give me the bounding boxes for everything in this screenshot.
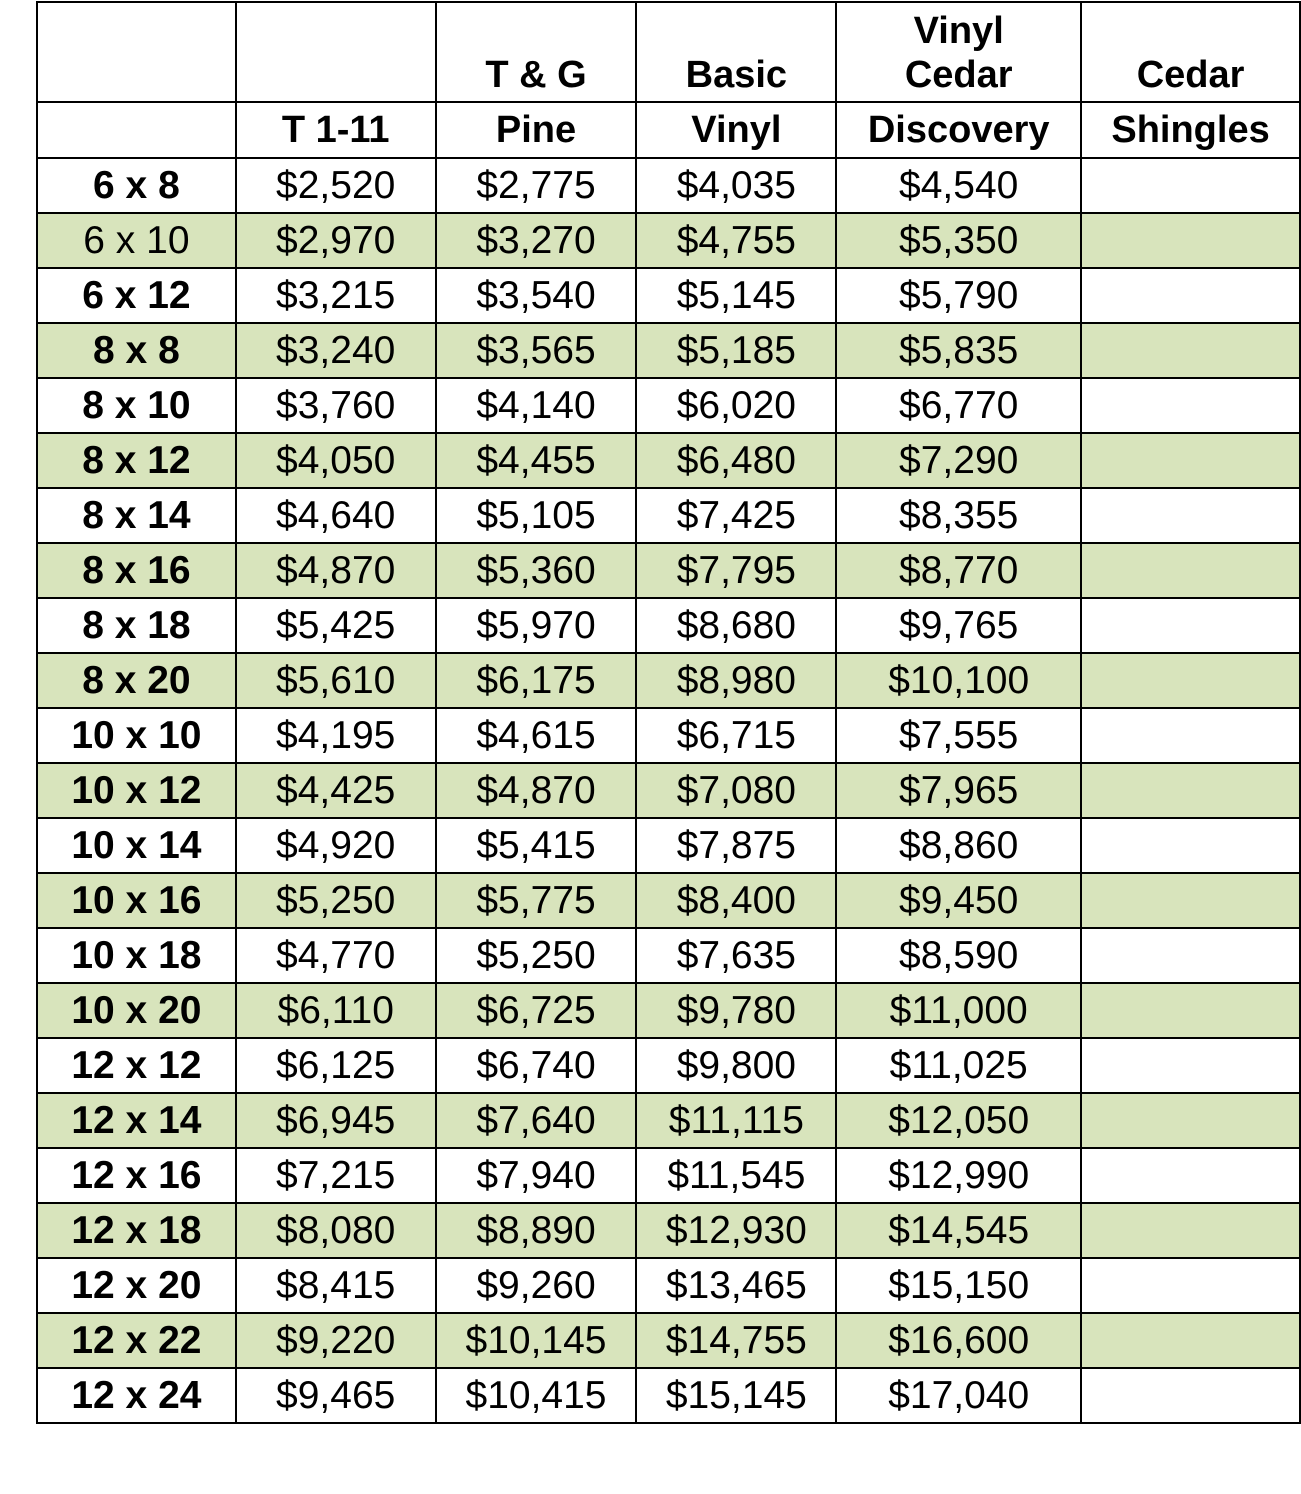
- t111-cell: $5,250: [236, 873, 436, 928]
- tg-pine-cell: $7,940: [436, 1148, 637, 1203]
- cedar-shingles-cell: [1081, 1313, 1300, 1368]
- basic-vinyl-cell: $4,035: [636, 158, 836, 213]
- header-top-vinyl-cedar-line: Vinyl: [913, 10, 1004, 52]
- size-cell: 10 x 20: [37, 983, 236, 1038]
- basic-vinyl-cell: $7,875: [636, 818, 836, 873]
- tg-pine-cell: $7,640: [436, 1093, 637, 1148]
- header-bottom-basic-vinyl: Vinyl: [636, 102, 836, 158]
- table-row: [37, 598, 1300, 653]
- tg-pine-cell: $5,105: [436, 488, 637, 543]
- size-cell: 10 x 12: [37, 763, 236, 818]
- cedar-shingles-cell: [1081, 268, 1300, 323]
- t111-cell: $3,240: [236, 323, 436, 378]
- header-bottom-vinyl-cedar: Discovery: [836, 102, 1081, 158]
- price-table-body: [37, 2, 1300, 1423]
- header-top-size: [37, 2, 236, 102]
- cedar-shingles-cell: [1081, 488, 1300, 543]
- table-row: [37, 378, 1300, 433]
- basic-vinyl-cell: $5,185: [636, 323, 836, 378]
- tg-pine-cell: $5,970: [436, 598, 637, 653]
- table-row: [37, 873, 1300, 928]
- vinyl-cedar-cell: $8,590: [836, 928, 1081, 983]
- t111-cell: $7,215: [236, 1148, 436, 1203]
- vinyl-cedar-cell: $5,350: [836, 213, 1081, 268]
- size-cell: 6 x 8: [37, 158, 236, 213]
- vinyl-cedar-cell: $9,450: [836, 873, 1081, 928]
- size-cell: 12 x 24: [37, 1368, 236, 1423]
- t111-cell: $4,640: [236, 488, 436, 543]
- vinyl-cedar-cell: $5,790: [836, 268, 1081, 323]
- basic-vinyl-cell: $8,980: [636, 653, 836, 708]
- size-cell: 12 x 16: [37, 1148, 236, 1203]
- vinyl-cedar-cell: $11,025: [836, 1038, 1081, 1093]
- cedar-shingles-cell: [1081, 928, 1300, 983]
- table-row: [37, 1038, 1300, 1093]
- size-cell: 10 x 18: [37, 928, 236, 983]
- vinyl-cedar-cell: $10,100: [836, 653, 1081, 708]
- basic-vinyl-cell: $13,465: [636, 1258, 836, 1313]
- size-cell: 10 x 16: [37, 873, 236, 928]
- t111-cell: $4,050: [236, 433, 436, 488]
- basic-vinyl-cell: $8,680: [636, 598, 836, 653]
- tg-pine-cell: $3,565: [436, 323, 637, 378]
- table-row: [37, 708, 1300, 763]
- basic-vinyl-cell: $7,635: [636, 928, 836, 983]
- vinyl-cedar-cell: $7,290: [836, 433, 1081, 488]
- vinyl-cedar-cell: $12,990: [836, 1148, 1081, 1203]
- size-cell: 10 x 14: [37, 818, 236, 873]
- tg-pine-cell: $5,775: [436, 873, 637, 928]
- table-row: [37, 1093, 1300, 1148]
- t111-cell: $4,195: [236, 708, 436, 763]
- basic-vinyl-cell: $8,400: [636, 873, 836, 928]
- tg-pine-cell: $9,260: [436, 1258, 637, 1313]
- t111-cell: $8,415: [236, 1258, 436, 1313]
- header-top-basic-vinyl: Basic: [636, 2, 836, 102]
- table-row: [37, 763, 1300, 818]
- cedar-shingles-cell: [1081, 378, 1300, 433]
- tg-pine-cell: $3,270: [436, 213, 637, 268]
- tg-pine-cell: $6,725: [436, 983, 637, 1038]
- t111-cell: $4,870: [236, 543, 436, 598]
- size-cell: 8 x 10: [37, 378, 236, 433]
- cedar-shingles-cell: [1081, 1258, 1300, 1313]
- basic-vinyl-cell: $11,115: [636, 1093, 836, 1148]
- cedar-shingles-cell: [1081, 213, 1300, 268]
- size-cell: 12 x 18: [37, 1203, 236, 1258]
- table-row: [37, 1148, 1300, 1203]
- size-cell: 6 x 12: [37, 268, 236, 323]
- price-table: [36, 1, 1301, 1424]
- cedar-shingles-cell: [1081, 763, 1300, 818]
- table-row: [37, 268, 1300, 323]
- header-top-vinyl-cedar: [836, 2, 1081, 102]
- header-bottom-tg-pine: Pine: [436, 102, 637, 158]
- vinyl-cedar-cell: $15,150: [836, 1258, 1081, 1313]
- tg-pine-cell: $4,455: [436, 433, 637, 488]
- size-cell: 8 x 18: [37, 598, 236, 653]
- size-cell: 12 x 20: [37, 1258, 236, 1313]
- t111-cell: $5,610: [236, 653, 436, 708]
- size-cell: 8 x 8: [37, 323, 236, 378]
- basic-vinyl-cell: $15,145: [636, 1368, 836, 1423]
- t111-cell: $4,425: [236, 763, 436, 818]
- basic-vinyl-cell: $14,755: [636, 1313, 836, 1368]
- basic-vinyl-cell: $5,145: [636, 268, 836, 323]
- table-row: [37, 323, 1300, 378]
- cedar-shingles-cell: [1081, 708, 1300, 763]
- size-cell: 8 x 20: [37, 653, 236, 708]
- size-cell: 8 x 16: [37, 543, 236, 598]
- tg-pine-cell: $2,775: [436, 158, 637, 213]
- basic-vinyl-cell: $7,080: [636, 763, 836, 818]
- size-cell: 10 x 10: [37, 708, 236, 763]
- cedar-shingles-cell: [1081, 543, 1300, 598]
- size-cell: 6 x 10: [37, 213, 236, 268]
- cedar-shingles-cell: [1081, 1148, 1300, 1203]
- t111-cell: $2,970: [236, 213, 436, 268]
- header-row-top: [37, 2, 1300, 102]
- vinyl-cedar-cell: $9,765: [836, 598, 1081, 653]
- cedar-shingles-cell: [1081, 433, 1300, 488]
- vinyl-cedar-cell: $4,540: [836, 158, 1081, 213]
- basic-vinyl-cell: $11,545: [636, 1148, 836, 1203]
- cedar-shingles-cell: [1081, 1203, 1300, 1258]
- header-bottom-cedar-shingles: Shingles: [1081, 102, 1300, 158]
- table-row: [37, 653, 1300, 708]
- vinyl-cedar-cell: $8,770: [836, 543, 1081, 598]
- table-row: [37, 1203, 1300, 1258]
- vinyl-cedar-cell: $14,545: [836, 1203, 1081, 1258]
- basic-vinyl-cell: $7,425: [636, 488, 836, 543]
- vinyl-cedar-cell: $8,355: [836, 488, 1081, 543]
- table-row: [37, 928, 1300, 983]
- tg-pine-cell: $5,360: [436, 543, 637, 598]
- basic-vinyl-cell: $6,715: [636, 708, 836, 763]
- vinyl-cedar-cell: $8,860: [836, 818, 1081, 873]
- table-row: [37, 488, 1300, 543]
- t111-cell: $5,425: [236, 598, 436, 653]
- tg-pine-cell: $4,140: [436, 378, 637, 433]
- cedar-shingles-cell: [1081, 983, 1300, 1038]
- table-row: [37, 433, 1300, 488]
- size-cell: 12 x 22: [37, 1313, 236, 1368]
- table-row: [37, 983, 1300, 1038]
- size-cell: 12 x 12: [37, 1038, 236, 1093]
- tg-pine-cell: $6,740: [436, 1038, 637, 1093]
- t111-cell: $3,215: [236, 268, 436, 323]
- vinyl-cedar-cell: $5,835: [836, 323, 1081, 378]
- t111-cell: $4,920: [236, 818, 436, 873]
- header-bottom-t111: T 1-11: [236, 102, 436, 158]
- t111-cell: $9,220: [236, 1313, 436, 1368]
- cedar-shingles-cell: [1081, 818, 1300, 873]
- basic-vinyl-cell: $9,780: [636, 983, 836, 1038]
- tg-pine-cell: $10,415: [436, 1368, 637, 1423]
- table-row: [37, 1258, 1300, 1313]
- vinyl-cedar-cell: $6,770: [836, 378, 1081, 433]
- cedar-shingles-cell: [1081, 653, 1300, 708]
- size-cell: 12 x 14: [37, 1093, 236, 1148]
- vinyl-cedar-cell: $17,040: [836, 1368, 1081, 1423]
- tg-pine-cell: $5,250: [436, 928, 637, 983]
- tg-pine-cell: $6,175: [436, 653, 637, 708]
- table-row: [37, 213, 1300, 268]
- cedar-shingles-cell: [1081, 158, 1300, 213]
- table-row: [37, 543, 1300, 598]
- vinyl-cedar-cell: $12,050: [836, 1093, 1081, 1148]
- header-top-cedar-shingles: Cedar: [1081, 2, 1300, 102]
- vinyl-cedar-cell: $16,600: [836, 1313, 1081, 1368]
- tg-pine-cell: $4,615: [436, 708, 637, 763]
- t111-cell: $6,125: [236, 1038, 436, 1093]
- t111-cell: $9,465: [236, 1368, 436, 1423]
- t111-cell: $6,110: [236, 983, 436, 1038]
- tg-pine-cell: $5,415: [436, 818, 637, 873]
- tg-pine-cell: $10,145: [436, 1313, 637, 1368]
- header-row-bottom: [37, 102, 1300, 158]
- basic-vinyl-cell: $9,800: [636, 1038, 836, 1093]
- header-bottom-size: [37, 102, 236, 158]
- tg-pine-cell: $4,870: [436, 763, 637, 818]
- tg-pine-cell: $3,540: [436, 268, 637, 323]
- basic-vinyl-cell: $7,795: [636, 543, 836, 598]
- tg-pine-cell: $8,890: [436, 1203, 637, 1258]
- cedar-shingles-cell: [1081, 1093, 1300, 1148]
- t111-cell: $4,770: [236, 928, 436, 983]
- header-top-vinyl-cedar-line: Cedar: [904, 54, 1013, 96]
- table-row: [37, 158, 1300, 213]
- cedar-shingles-cell: [1081, 323, 1300, 378]
- size-cell: 8 x 12: [37, 433, 236, 488]
- t111-cell: $2,520: [236, 158, 436, 213]
- table-row: [37, 1368, 1300, 1423]
- cedar-shingles-cell: [1081, 598, 1300, 653]
- cedar-shingles-cell: [1081, 873, 1300, 928]
- vinyl-cedar-cell: $11,000: [836, 983, 1081, 1038]
- basic-vinyl-cell: $4,755: [636, 213, 836, 268]
- basic-vinyl-cell: $12,930: [636, 1203, 836, 1258]
- basic-vinyl-cell: $6,020: [636, 378, 836, 433]
- t111-cell: $6,945: [236, 1093, 436, 1148]
- table-row: [37, 1313, 1300, 1368]
- size-cell: 8 x 14: [37, 488, 236, 543]
- t111-cell: $3,760: [236, 378, 436, 433]
- cedar-shingles-cell: [1081, 1038, 1300, 1093]
- vinyl-cedar-cell: $7,555: [836, 708, 1081, 763]
- header-top-tg-pine: T & G: [436, 2, 637, 102]
- vinyl-cedar-cell: $7,965: [836, 763, 1081, 818]
- basic-vinyl-cell: $6,480: [636, 433, 836, 488]
- cedar-shingles-cell: [1081, 1368, 1300, 1423]
- t111-cell: $8,080: [236, 1203, 436, 1258]
- table-row: [37, 818, 1300, 873]
- header-top-t111: [236, 2, 436, 102]
